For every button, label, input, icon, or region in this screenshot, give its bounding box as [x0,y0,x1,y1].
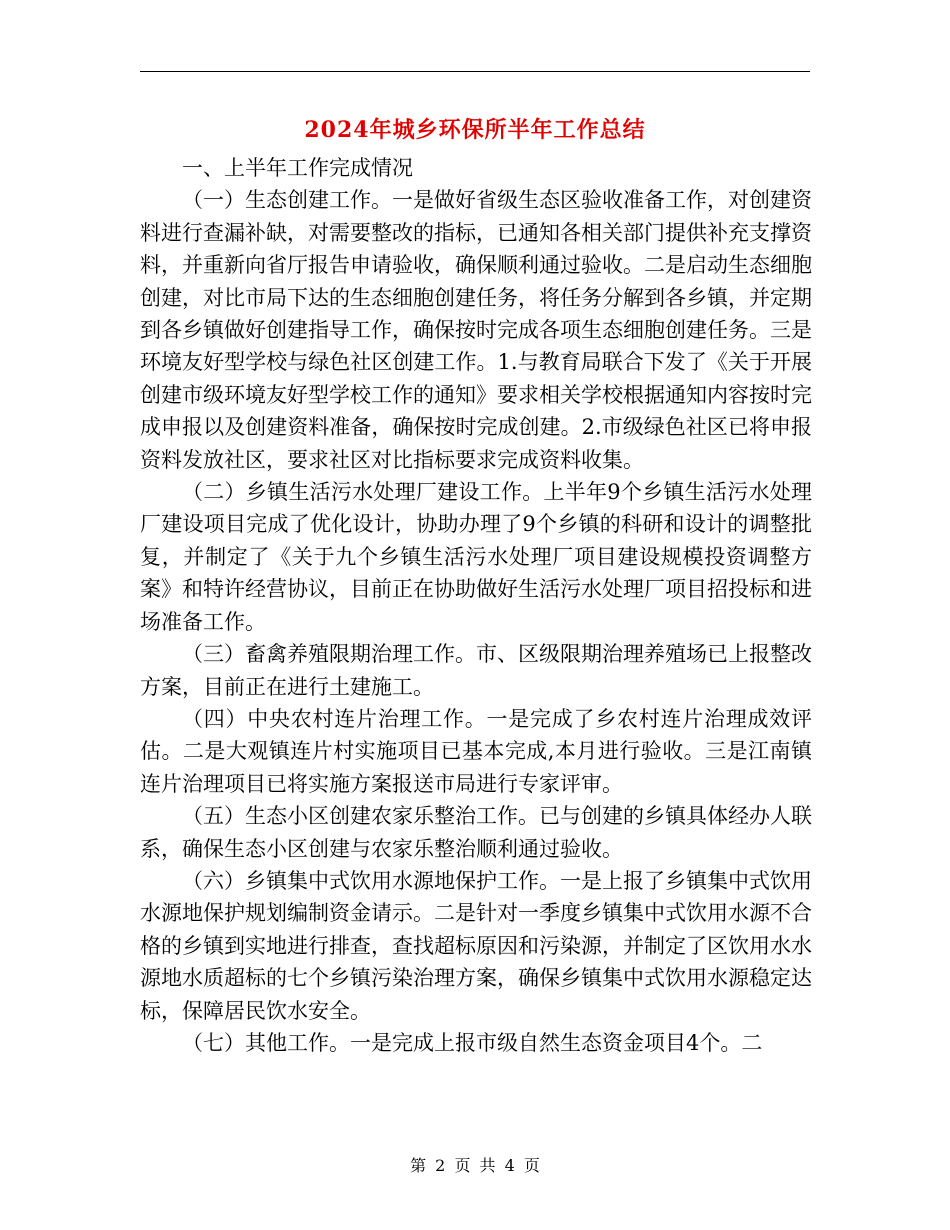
paragraph: （四）中央农村连片治理工作。一是完成了乡农村连片治理成效评估。二是大观镇连片村实施项目已基本完成,本月进行验收。三是江南镇连片治理项目已将实施方案报送市局进行专家评审。 [140,706,812,796]
paragraph: （六）乡镇集中式饮用水源地保护工作。一是上报了乡镇集中式饮用水源地保护规划编制资金请示。二是针对一季度乡镇集中式饮用水源不合格的乡镇到实地进行排查，查找超标原因和污染源，并制定了区饮用水水源地水质超标的七个乡镇污染治理方案，确保乡镇集中式饮用水源稳定达标，保障居民饮水安全。 [140,868,812,1023]
document-body [140,152,812,1059]
paragraph: （七）其他工作。一是完成上报市级自然生态资金项目4个。二 [182,1030,763,1055]
paragraph: （三）畜禽养殖限期治理工作。市、区级限期治理养殖场已上报整改方案，目前正在进行土建施工。 [140,642,812,699]
page-number: 第 2 页 共 4 页 [410,1156,540,1175]
paragraph: （二）乡镇生活污水处理厂建设工作。上半年9个乡镇生活污水处理厂建设项目完成了优化设计，协助办理了9个乡镇的科研和设计的调整批复，并制定了《关于九个乡镇生活污水处理厂项目建设规模投资调整方案》和特许经营协议，目前正在协助做好生活污水处理厂项目招投标和进场准备工作。 [140,480,812,634]
section-heading: 一、上半年工作完成情况 [182,156,413,180]
document-title: 2024年城乡环保所半年工作总结 [304,117,646,143]
paragraph: （一）生态创建工作。一是做好省级生态区验收准备工作，对创建资料进行查漏补缺，对需要整改的指标，已通知各相关部门提供补充支撑资料，并重新向省厅报告申请验收，确保顺利通过验收。二是启动生态细胞创建，对比市局下达的生态细胞创建任务，将任务分解到各乡镇，并定期到各乡镇做好创建指导工作，确保按时完成各项生态细胞创建任务。三是环境友好型学校与绿色社区创建工作。1.与教育局联合下发了《关于开展创建市级环境友好型学校工作的通知》要求相关学校根据通知内容按时完成申报以及创建资料准备，确保按时完成创建。2.市级绿色社区已将申报资料发放社区，要求社区对比指标要求完成资料收集。 [140,188,812,472]
header-rule [140,71,810,72]
paragraph: （五）生态小区创建农家乐整治工作。已与创建的乡镇具体经办人联系，确保生态小区创建与农家乐整治顺利通过验收。 [140,804,812,861]
